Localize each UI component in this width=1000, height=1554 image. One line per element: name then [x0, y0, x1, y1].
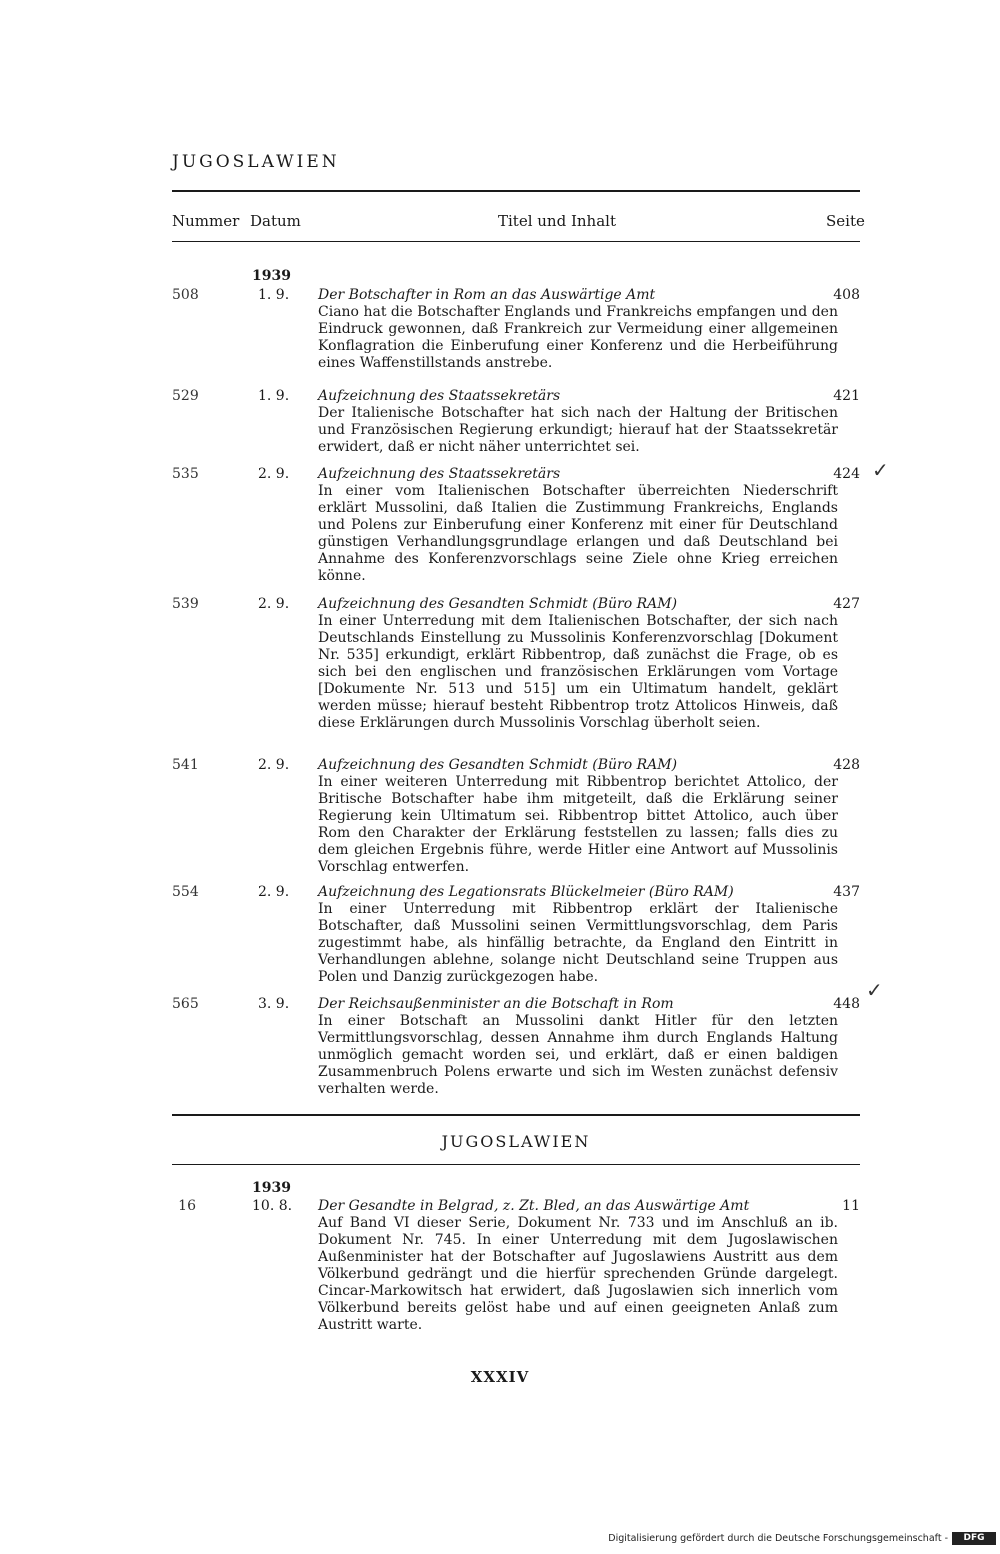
entry-page: 427	[833, 596, 860, 612]
entry-date: 10. 8.	[252, 1198, 293, 1214]
entry-date: 1. 9.	[258, 287, 290, 303]
section-rule-bottom	[172, 1164, 860, 1165]
section-rule-top	[172, 1114, 860, 1116]
entry-text: In einer vom Italienischen Botschafter überreichten Niederschrift erklärt Mussolini, daß Italien die Zustimmung Frankreichs, Englands und Polens zur Einberufung einer Konferenz mit einer für Deutschland günstigen Verhandlungsgrundlage erlangen und daß Deutschland bei Annahme des Konferenzvorschlags seine Ziele ohne Krieg erreichen könne.	[318, 483, 838, 584]
entry-title: Aufzeichnung des Gesandten Schmidt (Büro RAM)	[318, 757, 678, 773]
entry-number: 535	[172, 466, 199, 482]
entry-body	[318, 996, 838, 1098]
section-title: JUGOSLAWIEN	[441, 1132, 591, 1151]
col-head-date: Datum	[250, 212, 301, 230]
entry-title: Der Gesandte in Belgrad, z. Zt. Bled, an das Auswärtige Amt	[318, 1198, 750, 1214]
entry-page: 421	[833, 388, 860, 404]
entry-page: 424	[833, 466, 860, 482]
entry-body	[318, 596, 838, 732]
digitization-credit: Digitalisierung gefördert durch die Deutsche Forschungsgemeinschaft -	[608, 1533, 948, 1544]
section-year-label: 1939	[252, 1180, 291, 1196]
entry-number: 508	[172, 287, 199, 303]
entry-title: Aufzeichnung des Staatssekretärs	[318, 388, 561, 404]
entry-page: 11	[842, 1198, 860, 1214]
entry-page: 437	[833, 884, 860, 900]
year-label: 1939	[252, 268, 291, 284]
running-head: JUGOSLAWIEN	[172, 152, 340, 172]
entry-title: Aufzeichnung des Gesandten Schmidt (Büro RAM)	[318, 596, 678, 612]
entry-body	[318, 388, 838, 456]
entry-text: In einer weiteren Unterredung mit Ribbentrop berichtet Attolico, der Britische Botschafter habe ihm mitgeteilt, daß die Erklärung seiner Regierung kein Ultimatum sei. Ribbentrop bittet Attolico, auch über Rom den Charakter der Erklärung feststellen zu lassen; falls dies zu dem gleichen Ergebnis führe, werde Hitler eine Antwort auf Mussolinis Vorschlag entwerfen.	[318, 774, 838, 875]
entry-title: Der Reichsaußenminister an die Botschaft in Rom	[318, 996, 674, 1012]
entry-text: In einer Botschaft an Mussolini dankt Hitler für den letzten Vermittlungsvorschlag, dessen Annahme ihm durch Englands Haltung unmöglich gemacht worden sei, und erklärt, daß er einen baldigen Zusammenbruch Polens erwarte und sich im Westen zunächst defensiv verhalten werde.	[318, 1013, 838, 1097]
entry-date: 2. 9.	[258, 884, 290, 900]
col-head-number: Nummer	[172, 212, 240, 230]
header-rule-bottom	[172, 241, 860, 242]
entry-page: 428	[833, 757, 860, 773]
entry-text: Der Italienische Botschafter hat sich nach der Haltung der Britischen und Französischen Regierung erkundigt; hierauf hat der Staatssekretär erwidert, daß er nicht näher unterrichtet sei.	[318, 405, 838, 455]
page-number: XXXIV	[470, 1368, 530, 1386]
entry-body	[318, 884, 838, 986]
entry-body	[318, 1198, 838, 1334]
entry-number: 541	[172, 757, 199, 773]
entry-date: 1. 9.	[258, 388, 290, 404]
entry-date: 2. 9.	[258, 596, 290, 612]
entry-page: 408	[833, 287, 860, 303]
header-rule-top	[172, 190, 860, 192]
entry-text: In einer Unterredung mit Ribbentrop erklärt der Italienische Botschafter, daß Mussolini seinen Vermittlungsvorschlag, dem Paris zugestimmt habe, als hinfällig betrachte, da England den Eintritt in Verhandlungen ablehne, solange nicht Deutschland seine Truppen aus Polen und Danzig zurückgezogen habe.	[318, 901, 838, 985]
entry-title: Aufzeichnung des Staatssekretärs	[318, 466, 561, 482]
entry-body	[318, 466, 838, 585]
entry-page: 448	[833, 996, 860, 1012]
entry-number: 539	[172, 596, 199, 612]
entry-title: Aufzeichnung des Legationsrats Blückelmeier (Büro RAM)	[318, 884, 734, 900]
col-head-title: Titel und Inhalt	[498, 212, 616, 230]
entry-number: 16	[178, 1198, 196, 1214]
check-mark-icon: ✓	[872, 458, 889, 482]
entry-body	[318, 757, 838, 876]
entry-title: Der Botschafter in Rom an das Auswärtige Amt	[318, 287, 656, 303]
entry-body	[318, 287, 838, 372]
entry-date: 3. 9.	[258, 996, 290, 1012]
col-head-page: Seite	[826, 212, 865, 230]
entry-date: 2. 9.	[258, 757, 290, 773]
entry-date: 2. 9.	[258, 466, 290, 482]
entry-text: Ciano hat die Botschafter Englands und Frankreichs empfangen und den Eindruck gewonnen, daß Frankreich zur Vermeidung einer allgemeinen Konflagration die Einberufung einer Konferenz und die Herbeiführung eines Waffenstillstands anstrebe.	[318, 304, 838, 371]
entry-number: 554	[172, 884, 199, 900]
check-mark-icon: ✓	[866, 978, 883, 1002]
entry-number: 565	[172, 996, 199, 1012]
entry-text: In einer Unterredung mit dem Italienischen Botschafter, der sich nach Deutschlands Einstellung zu Mussolinis Konferenzvorschlag [Dokument Nr. 535] erkundigt, erklärt Ribbentrop, daß zunächst die Frage, ob es sich bei den englischen und französischen Erklärungen vom Vortage [Dokumente Nr. 513 und 515] um ein Ultimatum handelt, geklärt werden müsse; hierauf besteht Ribbentrop trotz Attolicos Hinweis, daß diese Erklärungen durch Mussolinis Vorschlag überholt seien.	[318, 613, 838, 731]
entry-text: Auf Band VI dieser Serie, Dokument Nr. 733 und im Anschluß an ib. Dokument Nr. 745. In einer Unterredung mit dem Jugoslawischen Außenminister hat der Botschafter auf Jugoslawiens Austritt aus dem Völkerbund gedrängt und die hierfür sprechenden Gründe dargelegt. Cincar-Markowitsch hat erwidert, daß Jugoslawien sich innerlich vom Völkerbund bereits gelöst habe und auf einen geeigneten Anlaß zum Austritt warte.	[318, 1215, 838, 1333]
entry-number: 529	[172, 388, 199, 404]
dfg-logo: DFG	[952, 1532, 996, 1545]
